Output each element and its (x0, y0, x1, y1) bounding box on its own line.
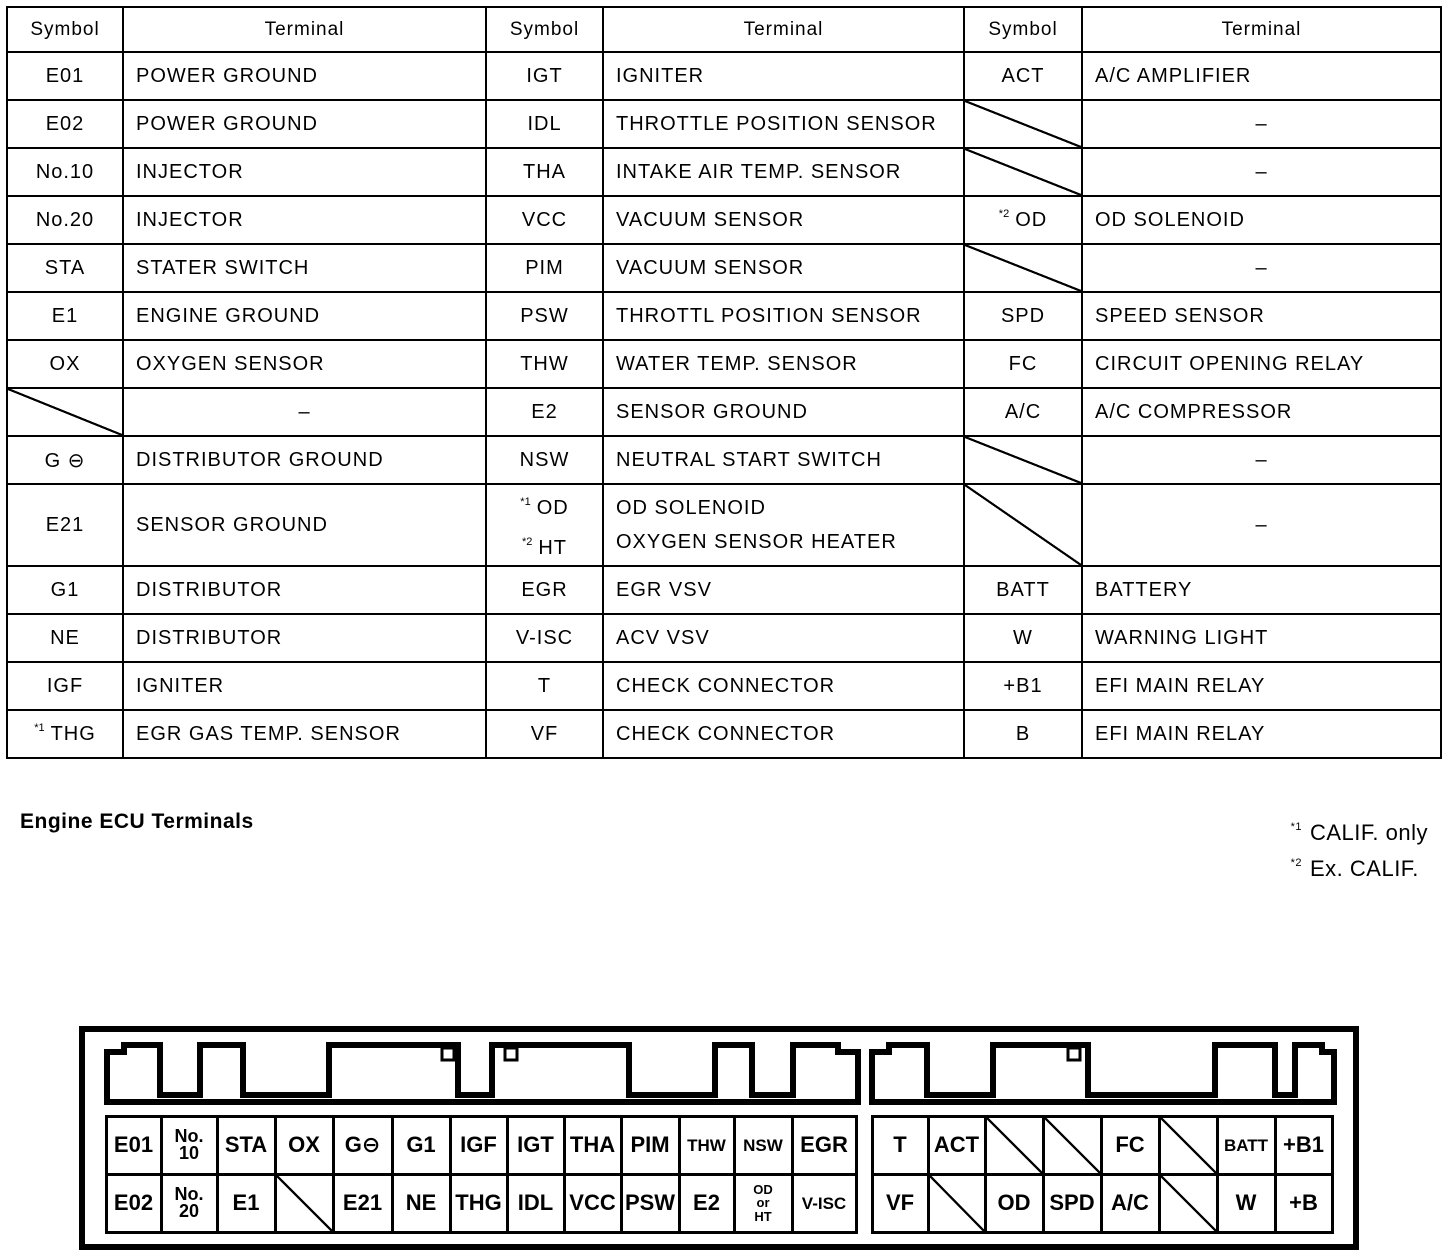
empty-pin (274, 1173, 335, 1234)
empty-terminal-cell: – (1082, 484, 1441, 566)
connector-pin (678, 1173, 736, 1234)
symbol-cell (486, 662, 603, 710)
symbol-text: A/C (1004, 400, 1042, 423)
table-row (7, 148, 1441, 196)
symbol-cell (486, 244, 603, 292)
terminal-line: OD SOLENOID (616, 497, 766, 519)
terminal-cell: EFI MAIN RELAY (1082, 710, 1441, 758)
pin-label: OX (288, 1132, 320, 1157)
terminal-cell: EFI MAIN RELAY (1082, 662, 1441, 710)
connector-pin (506, 1115, 566, 1176)
table-body (7, 52, 1441, 758)
symbol-cell (7, 436, 123, 484)
pin-label: T (893, 1132, 907, 1157)
symbol-text: E21 (45, 513, 85, 536)
terminal-cell: INJECTOR (123, 196, 486, 244)
symbol-cell (7, 662, 123, 710)
pin-label-part: No. (174, 1183, 204, 1204)
empty-symbol-cell (964, 148, 1082, 196)
terminal-cell: THROTTL POSITION SENSOR (603, 292, 964, 340)
symbol-text: OD (536, 497, 569, 519)
symbol-text: G1 (50, 578, 80, 601)
connector-pin (563, 1115, 623, 1176)
symbol-text: NE (50, 626, 80, 649)
symbol-cell (964, 388, 1082, 436)
connector-pin (563, 1173, 623, 1234)
terminal-cell: WATER TEMP. SENSOR (603, 340, 964, 388)
terminal-cell: WARNING LIGHT (1082, 614, 1441, 662)
header-terminal: Terminal (1082, 7, 1441, 52)
terminal-cell: INJECTOR (123, 148, 486, 196)
symbol-text: V-ISC (515, 626, 574, 649)
symbol-cell (486, 52, 603, 100)
terminal-cell: EGR GAS TEMP. SENSOR (123, 710, 486, 758)
connector-pin (160, 1115, 219, 1176)
connector-pin (620, 1173, 681, 1234)
symbol-cell (486, 484, 603, 566)
symbol-text: THA (523, 160, 566, 183)
symbol-text: G ⊖ (44, 449, 86, 472)
pin-label: NE (405, 1190, 437, 1215)
terminal-cell (603, 484, 964, 566)
pin-label: E02 (113, 1190, 154, 1215)
symbol-text: E1 (51, 304, 79, 327)
table-row (7, 566, 1441, 614)
terminal-cell: VACUUM SENSOR (603, 244, 964, 292)
connector-pin (1042, 1173, 1103, 1234)
footnote-mark: *1 (34, 722, 45, 734)
symbol-cell (964, 52, 1082, 100)
pin-label: VF (885, 1190, 915, 1215)
table-row (7, 100, 1441, 148)
symbol-text: BATT (996, 578, 1050, 601)
terminal-cell: CHECK CONNECTOR (603, 710, 964, 758)
symbol-text: FC (1008, 352, 1038, 375)
empty-symbol-cell (964, 484, 1082, 566)
terminal-cell: POWER GROUND (123, 100, 486, 148)
terminal-cell: DISTRIBUTOR (123, 614, 486, 662)
connector-pin (678, 1115, 736, 1176)
pin-label: THA (569, 1132, 616, 1157)
footnote-mark: *2 (998, 208, 1010, 220)
connector-pin (216, 1115, 277, 1176)
pin-label-part: No. (174, 1125, 204, 1146)
terminal-cell: OXYGEN SENSOR (123, 340, 486, 388)
pin-label: IDL (517, 1190, 554, 1215)
connector-pin (1274, 1173, 1334, 1234)
symbol-text: IDL (527, 112, 562, 135)
symbol-text: PIM (525, 256, 564, 279)
connector-pin (1216, 1173, 1277, 1234)
table-row (7, 710, 1441, 758)
pin-label: SPD (1049, 1190, 1095, 1215)
symbol-text: E01 (45, 64, 85, 87)
symbol-text: PSW (520, 304, 569, 327)
table-row (7, 388, 1441, 436)
connector-pin (927, 1115, 987, 1176)
terminal-cell: IGNITER (603, 52, 964, 100)
symbol-text: W (1013, 626, 1033, 649)
symbol-text: IGT (526, 64, 563, 87)
terminal-cell: IGNITER (123, 662, 486, 710)
terminal-cell: STATER SWITCH (123, 244, 486, 292)
connector-pin (332, 1115, 394, 1176)
pin-label: G⊖ (344, 1132, 381, 1157)
header-terminal: Terminal (603, 7, 964, 52)
terminal-cell: VACUUM SENSOR (603, 196, 964, 244)
pin-label: G1 (406, 1132, 436, 1157)
pin-label: IGT (517, 1132, 554, 1157)
pin-label: VCC (569, 1190, 616, 1215)
symbol-text: OD (1015, 209, 1048, 231)
empty-symbol-cell (7, 388, 123, 436)
table-header-row (7, 7, 1441, 52)
symbol-text: ACT (1001, 64, 1045, 87)
connector-pin (506, 1173, 566, 1234)
header-terminal: Terminal (123, 7, 486, 52)
empty-terminal-cell: – (1082, 244, 1441, 292)
connector-pin (105, 1115, 163, 1176)
terminal-cell: A/C COMPRESSOR (1082, 388, 1441, 436)
terminal-line: OXYGEN SENSOR HEATER (616, 531, 897, 553)
terminal-cell: BATTERY (1082, 566, 1441, 614)
terminal-cell: ACV VSV (603, 614, 964, 662)
connector-pin (449, 1115, 509, 1176)
symbol-cell (964, 710, 1082, 758)
table-row (7, 196, 1441, 244)
terminal-table (6, 6, 1442, 759)
symbol-text: +B1 (1003, 674, 1043, 697)
symbol-cell (486, 100, 603, 148)
connector-pin (1100, 1115, 1161, 1176)
symbol-text: IGF (46, 674, 84, 697)
footnote-1 (1291, 812, 1428, 848)
table-row (7, 662, 1441, 710)
connector-pin (160, 1173, 219, 1234)
connector-pin (105, 1173, 163, 1234)
connector-left-block (106, 1116, 858, 1232)
table-row (7, 436, 1441, 484)
pin-label: STA (224, 1132, 268, 1157)
header-symbol: Symbol (486, 7, 603, 52)
connector-pin (871, 1115, 930, 1176)
symbol-cell (486, 566, 603, 614)
pin-label: THG (455, 1190, 502, 1215)
terminal-cell: ENGINE GROUND (123, 292, 486, 340)
symbol-cell (7, 292, 123, 340)
symbol-cell (7, 340, 123, 388)
footnote-mark: *1 (520, 496, 531, 508)
symbol-cell (7, 484, 123, 566)
terminal-cell: SPEED SENSOR (1082, 292, 1441, 340)
footnotes (1291, 812, 1428, 884)
symbol-text: SPD (1000, 304, 1046, 327)
connector-pin (1100, 1173, 1161, 1234)
connector-pin (871, 1173, 930, 1234)
symbol-text: STA (44, 256, 86, 279)
terminal-cell: DISTRIBUTOR (123, 566, 486, 614)
connector-pin (274, 1115, 335, 1176)
symbol-cell (7, 614, 123, 662)
pin-label: THW (687, 1135, 726, 1155)
connector-pin (733, 1173, 794, 1234)
symbol-cell (964, 614, 1082, 662)
header-symbol: Symbol (964, 7, 1082, 52)
pin-label-part: HT (754, 1208, 772, 1224)
connector-pin (449, 1173, 509, 1234)
symbol-text: VCC (521, 208, 568, 231)
empty-pin (927, 1173, 987, 1234)
pin-label: E01 (113, 1132, 154, 1157)
symbol-text: E02 (45, 112, 85, 135)
empty-pin (984, 1115, 1045, 1176)
empty-symbol-cell (964, 244, 1082, 292)
connector-pin (332, 1173, 394, 1234)
connector-pin (391, 1173, 452, 1234)
pin-label: OD (997, 1190, 1031, 1215)
symbol-cell (964, 340, 1082, 388)
pin-label: PIM (630, 1132, 670, 1157)
footnote-mark: *2 (521, 536, 533, 548)
connector-pin (620, 1115, 681, 1176)
pin-label: E2 (693, 1190, 720, 1215)
connector-pin (216, 1173, 277, 1234)
symbol-text: NSW (519, 448, 570, 471)
symbol-cell (964, 662, 1082, 710)
symbol-text: T (537, 674, 552, 697)
pin-label: NSW (743, 1135, 783, 1155)
terminal-cell: CIRCUIT OPENING RELAY (1082, 340, 1441, 388)
terminal-cell: A/C AMPLIFIER (1082, 52, 1441, 100)
empty-pin (1158, 1173, 1219, 1234)
symbol-line (491, 525, 598, 565)
footnote-mark: *2 (1290, 857, 1302, 869)
symbol-text: EGR (521, 578, 568, 601)
pin-label: ACT (933, 1132, 980, 1157)
connector-pin (1216, 1115, 1277, 1176)
symbol-cell (964, 292, 1082, 340)
empty-terminal-cell: – (1082, 436, 1441, 484)
symbol-text: THG (50, 723, 96, 745)
terminal-cell: DISTRIBUTOR GROUND (123, 436, 486, 484)
empty-pin (1158, 1115, 1219, 1176)
footnote-2 (1291, 848, 1428, 884)
pin-label: A/C (1111, 1190, 1149, 1215)
connector-pin (984, 1173, 1045, 1234)
symbol-text: No.20 (35, 208, 95, 231)
terminal-cell: EGR VSV (603, 566, 964, 614)
symbol-cell (964, 196, 1082, 244)
terminal-cell: THROTTLE POSITION SENSOR (603, 100, 964, 148)
empty-terminal-cell: – (1082, 148, 1441, 196)
pin-label-part: 10 (178, 1143, 200, 1163)
symbol-cell (7, 244, 123, 292)
footnote-text: Ex. CALIF. (1310, 856, 1419, 881)
symbol-cell (7, 100, 123, 148)
pin-label: E21 (342, 1190, 383, 1215)
pin-label: BATT (1223, 1135, 1269, 1155)
terminal-cell: SENSOR GROUND (603, 388, 964, 436)
pin-label: IGF (460, 1132, 497, 1157)
symbol-cell (486, 710, 603, 758)
symbol-text: OX (49, 352, 81, 375)
pin-label: V-ISC (801, 1193, 847, 1213)
empty-symbol-cell (964, 100, 1082, 148)
connector-pin (791, 1115, 858, 1176)
symbol-cell (486, 614, 603, 662)
terminal-cell: SENSOR GROUND (123, 484, 486, 566)
symbol-cell (486, 340, 603, 388)
pin-label: W (1235, 1190, 1257, 1215)
symbol-cell (964, 566, 1082, 614)
pin-label: E1 (232, 1190, 260, 1215)
terminal-cell: INTAKE AIR TEMP. SENSOR (603, 148, 964, 196)
symbol-cell (486, 436, 603, 484)
pin-label: +B1 (1283, 1132, 1324, 1157)
pin-label: FC (1115, 1132, 1145, 1157)
terminal-cell: OD SOLENOID (1082, 196, 1441, 244)
table-row (7, 292, 1441, 340)
symbol-cell (486, 292, 603, 340)
figure-caption: Engine ECU Terminals (20, 810, 254, 833)
symbol-cell (486, 388, 603, 436)
symbol-text: HT (538, 537, 568, 559)
pin-label-part: or (756, 1195, 770, 1211)
empty-terminal-cell: – (1082, 100, 1441, 148)
symbol-text: E2 (531, 400, 558, 423)
pin-label-part: 20 (178, 1201, 200, 1221)
symbol-cell (7, 148, 123, 196)
symbol-text: THW (520, 352, 569, 375)
table-row (7, 484, 1441, 566)
pin-label-part: OD (753, 1181, 773, 1197)
empty-symbol-cell (964, 436, 1082, 484)
empty-terminal-cell: – (123, 388, 486, 436)
terminal-cell: POWER GROUND (123, 52, 486, 100)
footnote-mark: *1 (1290, 821, 1302, 833)
header-symbol: Symbol (7, 7, 123, 52)
connector-pin (391, 1115, 452, 1176)
terminal-cell: NEUTRAL START SWITCH (603, 436, 964, 484)
symbol-cell (486, 196, 603, 244)
symbol-text: B (1015, 722, 1031, 745)
connector-pin (1274, 1115, 1334, 1176)
symbol-cell (7, 52, 123, 100)
terminal-cell: CHECK CONNECTOR (603, 662, 964, 710)
symbol-cell (7, 566, 123, 614)
symbol-cell (7, 196, 123, 244)
connector-pin (733, 1115, 794, 1176)
footnote-text: CALIF. only (1310, 820, 1428, 845)
symbol-cell (486, 148, 603, 196)
pin-label: PSW (624, 1190, 676, 1215)
connector-pin (791, 1173, 858, 1234)
table-row (7, 614, 1441, 662)
symbol-text: No.10 (35, 160, 95, 183)
table-row (7, 52, 1441, 100)
pin-label: EGR (800, 1132, 848, 1157)
empty-pin (1042, 1115, 1103, 1176)
symbol-line (491, 485, 598, 525)
pin-label: +B (1289, 1190, 1318, 1215)
symbol-cell (7, 710, 123, 758)
connector-right-block (872, 1116, 1332, 1232)
table-row (7, 340, 1441, 388)
symbol-text: VF (530, 722, 559, 745)
table-row (7, 244, 1441, 292)
